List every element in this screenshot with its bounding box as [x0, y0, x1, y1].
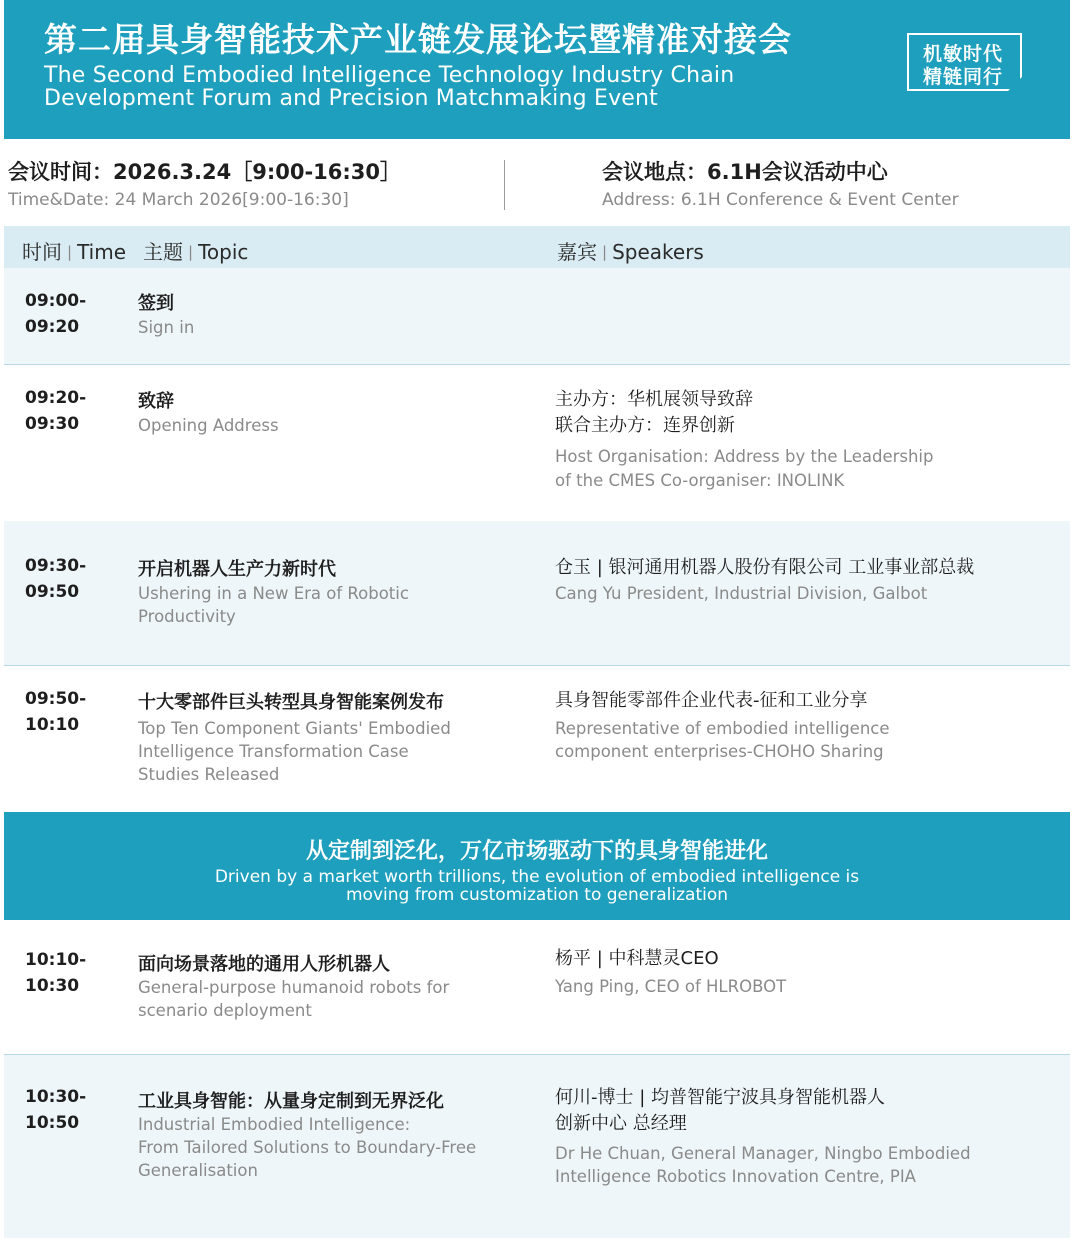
session-time-start: 10:30-	[25, 1087, 87, 1107]
session-speaker-cn	[555, 387, 753, 439]
slogan-badge	[907, 33, 1022, 91]
info-divider	[504, 160, 505, 210]
session-topic-en-line: Ushering in a New Era of Robotic	[138, 584, 409, 603]
agenda-row	[4, 268, 1070, 364]
session-topic-en	[138, 1113, 476, 1182]
session-topic-en-line: Sign in	[138, 318, 195, 337]
column-header-speakers-cn: 嘉宾	[557, 240, 597, 264]
session-speaker-cn-line: 杨平 | 中科慧灵CEO	[555, 948, 719, 969]
session-time	[25, 385, 86, 437]
session-time-end: 10:10	[25, 715, 80, 735]
session-speaker-en-line: Cang Yu President, Industrial Division, Galbot	[555, 584, 928, 603]
session-topic-cn: 面向场景落地的通用人形机器人	[138, 954, 390, 975]
column-header-time: 时间 | Time	[22, 240, 127, 264]
agenda-row	[4, 1055, 1070, 1238]
session-topic-cn: 签到	[138, 293, 174, 314]
session-speaker-cn	[555, 1085, 885, 1137]
session-topic-en	[138, 316, 194, 339]
session-topic-en	[138, 717, 451, 786]
session-topic-cn: 工业具身智能：从量身定制到无界泛化	[138, 1091, 444, 1112]
session-topic-en-line: From Tailored Solutions to Boundary-Free	[138, 1138, 477, 1157]
session-time-end: 10:50	[25, 1113, 80, 1133]
session-time	[25, 947, 86, 999]
column-header-speakers: 嘉宾 | Speakers	[557, 240, 704, 264]
session-speaker-cn-line: 联合主办方：连界创新	[555, 415, 735, 436]
meeting-address-cn: 会议地点：6.1H会议活动中心	[602, 160, 888, 184]
page-subtitle-line-2: Development Forum and Precision Matchmaking Event	[44, 86, 658, 111]
session-speaker-cn	[555, 688, 868, 714]
session-time	[25, 553, 86, 605]
section-title-cn: 从定制到泛化，万亿市场驱动下的具身智能进化	[305, 839, 768, 864]
session-topic-cn: 开启机器人生产力新时代	[138, 559, 336, 580]
session-topic-en	[138, 582, 409, 628]
session-speaker-en	[555, 717, 890, 763]
session-time	[25, 686, 86, 738]
session-time-end: 09:20	[25, 317, 80, 337]
session-topic-en-line: Studies Released	[138, 765, 280, 784]
column-header-topic: 主题 | Topic	[143, 240, 249, 264]
session-time-start: 09:00-	[25, 291, 87, 311]
session-topic-en-line: Industrial Embodied Intelligence:	[138, 1115, 411, 1134]
session-speaker-cn-line: 何川-博士 | 均普智能宁波具身智能机器人	[555, 1087, 886, 1108]
slogan-line-1: 机敏时代	[923, 43, 1004, 65]
agenda-row	[4, 365, 1070, 521]
session-topic-en-line: scenario deployment	[138, 1001, 312, 1020]
session-speaker-en-line: of the CMES Co-organiser: INOLINK	[555, 471, 845, 490]
session-topic-cn: 致辞	[138, 391, 174, 412]
session-time	[25, 288, 86, 340]
session-speaker-en-line: Dr He Chuan, General Manager, Ningbo Embodied	[555, 1144, 971, 1163]
session-time-end: 10:30	[25, 976, 80, 996]
page-subtitle-line-1: The Second Embodied Intelligence Technology Industry Chain	[44, 63, 735, 88]
session-topic-en-line: Opening Address	[138, 416, 279, 435]
session-speaker-en-line: Intelligence Robotics Innovation Centre, PIA	[555, 1167, 916, 1186]
session-speaker-en	[555, 975, 786, 999]
meeting-time	[8, 156, 488, 216]
column-header-time-cn: 时间	[22, 240, 62, 264]
meeting-time-en: Time&Date: 24 March 2026[9:00-16:30]	[8, 190, 349, 210]
column-header-speakers-en: Speakers	[612, 240, 704, 264]
session-topic-en-line: Productivity	[138, 607, 236, 626]
section-title-en-line-1: Driven by a market worth trillions, the evolution of embodied intelligence is	[214, 867, 860, 887]
agenda-row	[4, 666, 1070, 812]
agenda-table-header	[4, 226, 1070, 268]
session-speaker-en-line: component enterprises-CHOHO Sharing	[555, 742, 884, 761]
session-topic-en	[138, 976, 449, 1022]
session-speaker-en	[555, 582, 927, 606]
session-time	[25, 1084, 86, 1136]
session-speaker-en-line: Representative of embodied intelligence	[555, 719, 890, 738]
session-speaker-cn	[555, 555, 974, 581]
session-time-start: 09:20-	[25, 388, 87, 408]
meeting-address	[602, 156, 1062, 216]
session-time-end: 09:50	[25, 582, 80, 602]
page-title: 第二届具身智能技术产业链发展论坛暨精准对接会	[44, 20, 792, 59]
session-speaker-cn	[555, 946, 719, 972]
meeting-time-cn: 会议时间：2026.3.24［9:00-16:30］	[8, 160, 402, 184]
session-speaker-en	[555, 445, 934, 493]
column-header-topic-en: Topic	[198, 240, 249, 264]
session-time-end: 09:30	[25, 414, 80, 434]
section-title-en-line-2: moving from customization to generalization	[345, 885, 729, 905]
session-topic-en-line: General-purpose humanoid robots for	[138, 978, 450, 997]
session-speaker-en-line: Host Organisation: Address by the Leadership	[555, 447, 934, 466]
session-topic-en-line: Generalisation	[138, 1161, 258, 1180]
session-speaker-cn-line: 主办方：华机展领导致辞	[555, 389, 753, 410]
meeting-address-en: Address: 6.1H Conference & Event Center	[602, 190, 959, 210]
session-topic-cn: 十大零部件巨头转型具身智能案例发布	[138, 692, 444, 713]
session-topic-en-line: Intelligence Transformation Case	[138, 742, 409, 761]
header-banner	[4, 0, 1070, 139]
session-speaker-cn-line: 仓玉 | 银河通用机器人股份有限公司 工业事业部总裁	[555, 557, 975, 578]
column-header-topic-cn: 主题	[143, 240, 183, 264]
agenda-row	[4, 521, 1070, 665]
slogan-line-2: 精链同行	[923, 66, 1004, 88]
session-speaker-en	[555, 1142, 971, 1188]
session-topic-en-line: Top Ten Component Giants' Embodied	[138, 719, 451, 738]
section-banner	[4, 812, 1070, 920]
column-header-time-en: Time	[77, 240, 127, 264]
session-speaker-cn-line: 创新中心 总经理	[555, 1113, 687, 1134]
session-speaker-cn-line: 具身智能零部件企业代表-征和工业分享	[555, 690, 868, 711]
badge-corner-cut	[1008, 77, 1022, 91]
session-time-start: 10:10-	[25, 950, 87, 970]
session-speaker-en-line: Yang Ping, CEO of HLROBOT	[555, 977, 787, 996]
session-time-start: 09:50-	[25, 689, 87, 709]
agenda-row	[4, 920, 1070, 1054]
session-topic-en	[138, 414, 279, 437]
session-time-start: 09:30-	[25, 556, 87, 576]
